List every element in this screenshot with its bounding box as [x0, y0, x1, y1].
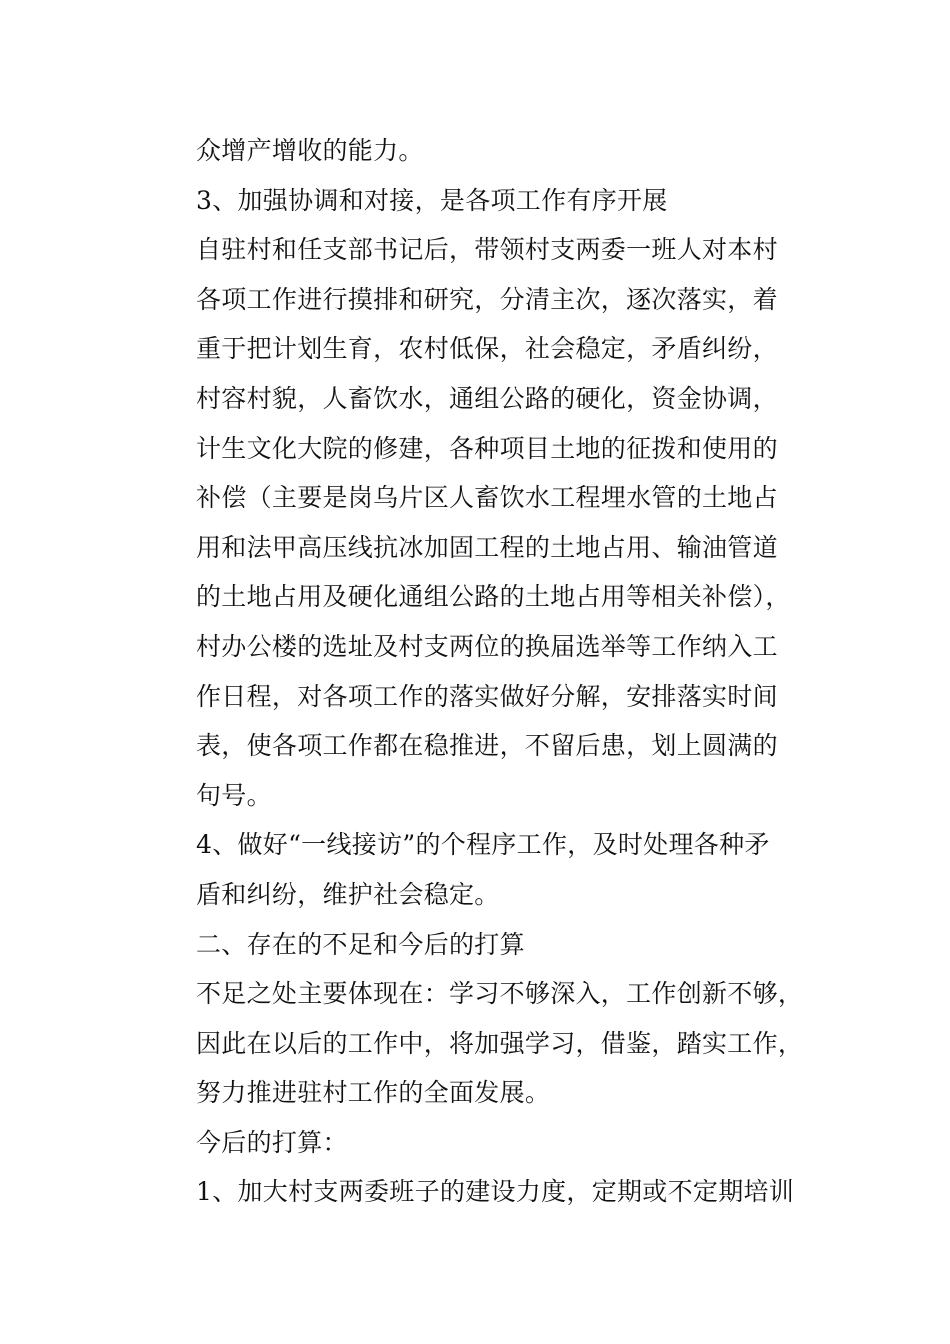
text-line: 表，使各项工作都在稳推进，不留后患，划上圆满的 [196, 731, 778, 761]
text-line: 句号。 [196, 780, 272, 810]
text-line: 自驻村和任支部书记后，带领村支两委一班人对本村 [196, 235, 778, 265]
text-line: 不足之处主要体现在：学习不够深入，工作创新不够， [196, 979, 804, 1009]
text-line: 用和法甲高压线抗冰加固工程的土地占用、输油管道 [196, 532, 778, 562]
section-heading-1: 1、加大村支两委班子的建设力度，定期或不定期培训 [196, 1177, 795, 1207]
text-line: 重于把计划生育，农村低保，社会稳定，矛盾纠纷， [196, 334, 778, 364]
document-body [196, 126, 836, 1217]
subheading-plans: 今后的打算： [196, 1127, 348, 1157]
text-line: 各项工作进行摸排和研究，分清主次，逐次落实，着 [196, 284, 778, 314]
text-line: 作日程，对各项工作的落实做好分解，安排落实时间 [196, 681, 778, 711]
text-line: 盾和纠纷，维护社会稳定。 [196, 879, 500, 909]
section-heading-4: 4、做好“一线接访”的个程序工作，及时处理各种矛 [196, 830, 770, 860]
text-line: 计生文化大院的修建，各种项目土地的征拨和使用的 [196, 433, 778, 463]
text-line: 的土地占用及硬化通组公路的土地占用等相关补偿）， [196, 582, 791, 612]
section-heading-2: 二、存在的不足和今后的打算 [196, 929, 525, 959]
text-line: 努力推进驻村工作的全面发展。 [196, 1078, 551, 1108]
text-line: 村办公楼的选址及村支两位的换届选举等工作纳入工 [196, 631, 778, 661]
text-line: 村容村貌，人畜饮水，通组公路的硬化，资金协调， [196, 383, 778, 413]
section-heading-3: 3、加强协调和对接，是各项工作有序开展 [196, 185, 668, 215]
text-line: 补偿（主要是岗乌片区人畜饮水工程埋水管的土地占 [196, 483, 778, 513]
text-line: 因此在以后的工作中，将加强学习，借鉴，踏实工作， [196, 1028, 804, 1058]
text-line: 众增产增收的能力。 [196, 136, 424, 165]
